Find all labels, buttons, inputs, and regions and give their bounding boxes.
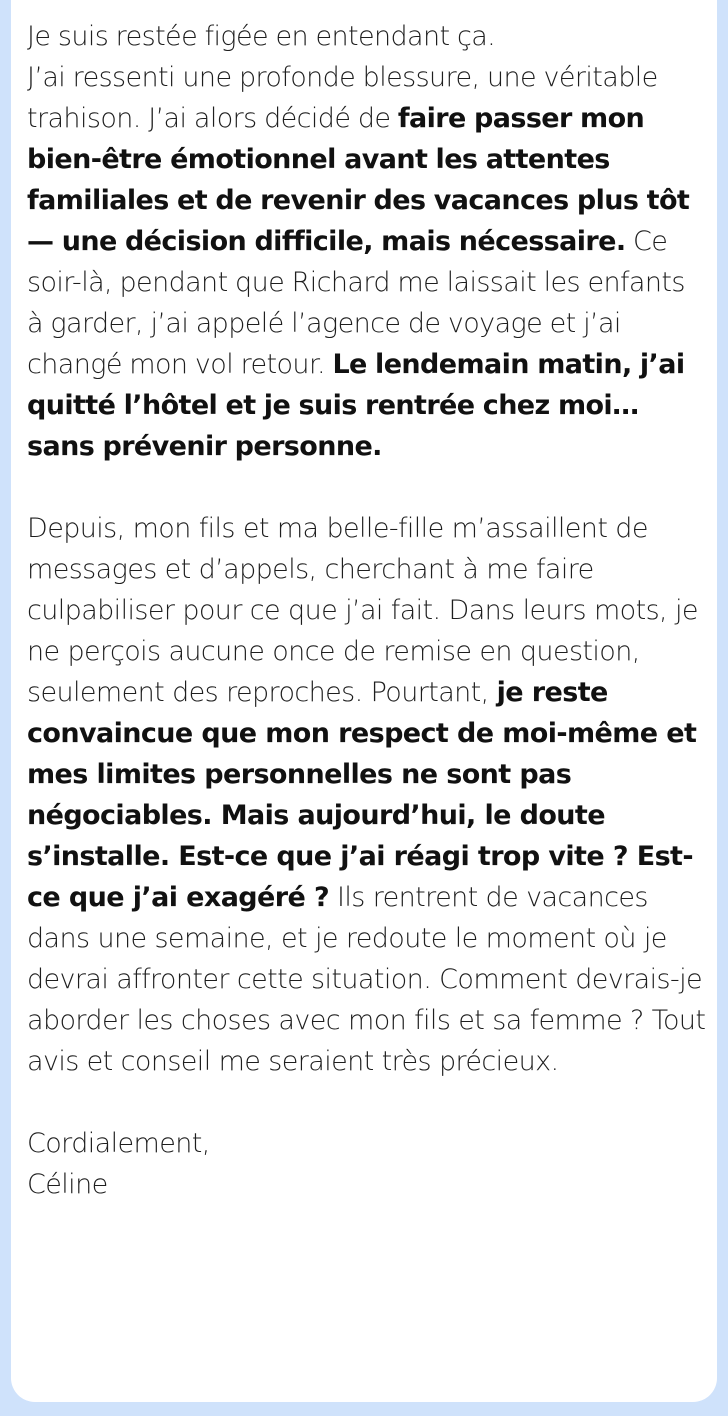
message-bubble bbox=[11, 0, 717, 1402]
bold-segment: je reste convaincue que mon respect de moi-même et mes limites personnelles ne sont pas négociables. Mais aujourd’hui, le doute s’installe. Est-ce que j’ai réagi trop vite ? Est-ce que j’ai exagéré ? bbox=[27, 677, 697, 913]
message-paragraph-2 bbox=[27, 508, 707, 1082]
bold-segment: faire passer mon bien-être émotionnel avant les attentes familiales et de revenir des vacances plus tôt — une décision difficile, mais nécessaire. bbox=[27, 103, 690, 257]
text-segment: Depuis, mon fils et ma belle-fille m’assaillent de messages et d’appels, cherchant à me faire culpabiliser pour ce que j’ai fait. Dans leurs mots, je ne perçois aucune once de remise en question, seulement des reproches. Pourtant, bbox=[27, 513, 698, 708]
message-sign-off bbox=[27, 1123, 707, 1205]
text-segment: Ils rentrent de vacances dans une semaine, et je redoute le moment où je devrai affronter cette situation. Comment devrais-je aborder les choses avec mon fils et sa femme ? Tout avis et conseil me seraient très précieux. bbox=[27, 882, 706, 1077]
text-segment: J’ai ressenti une profonde blessure, une véritable trahison. J’ai alors décidé de bbox=[27, 62, 658, 134]
signature-text: Céline bbox=[27, 1169, 108, 1200]
bold-segment: Le lendemain matin, j’ai quitté l’hôtel et je suis rentrée chez moi… sans prévenir personne. bbox=[27, 349, 685, 462]
closing-text: Cordialement, bbox=[27, 1128, 210, 1159]
message-paragraph-1 bbox=[27, 16, 707, 467]
text-line-opening: Je suis restée figée en entendant ça. bbox=[27, 21, 496, 52]
text-segment: Ce soir-là, pendant que Richard me laissait les enfants à garder, j’ai appelé l’agence de voyage et j’ai changé mon vol retour. bbox=[27, 226, 685, 380]
